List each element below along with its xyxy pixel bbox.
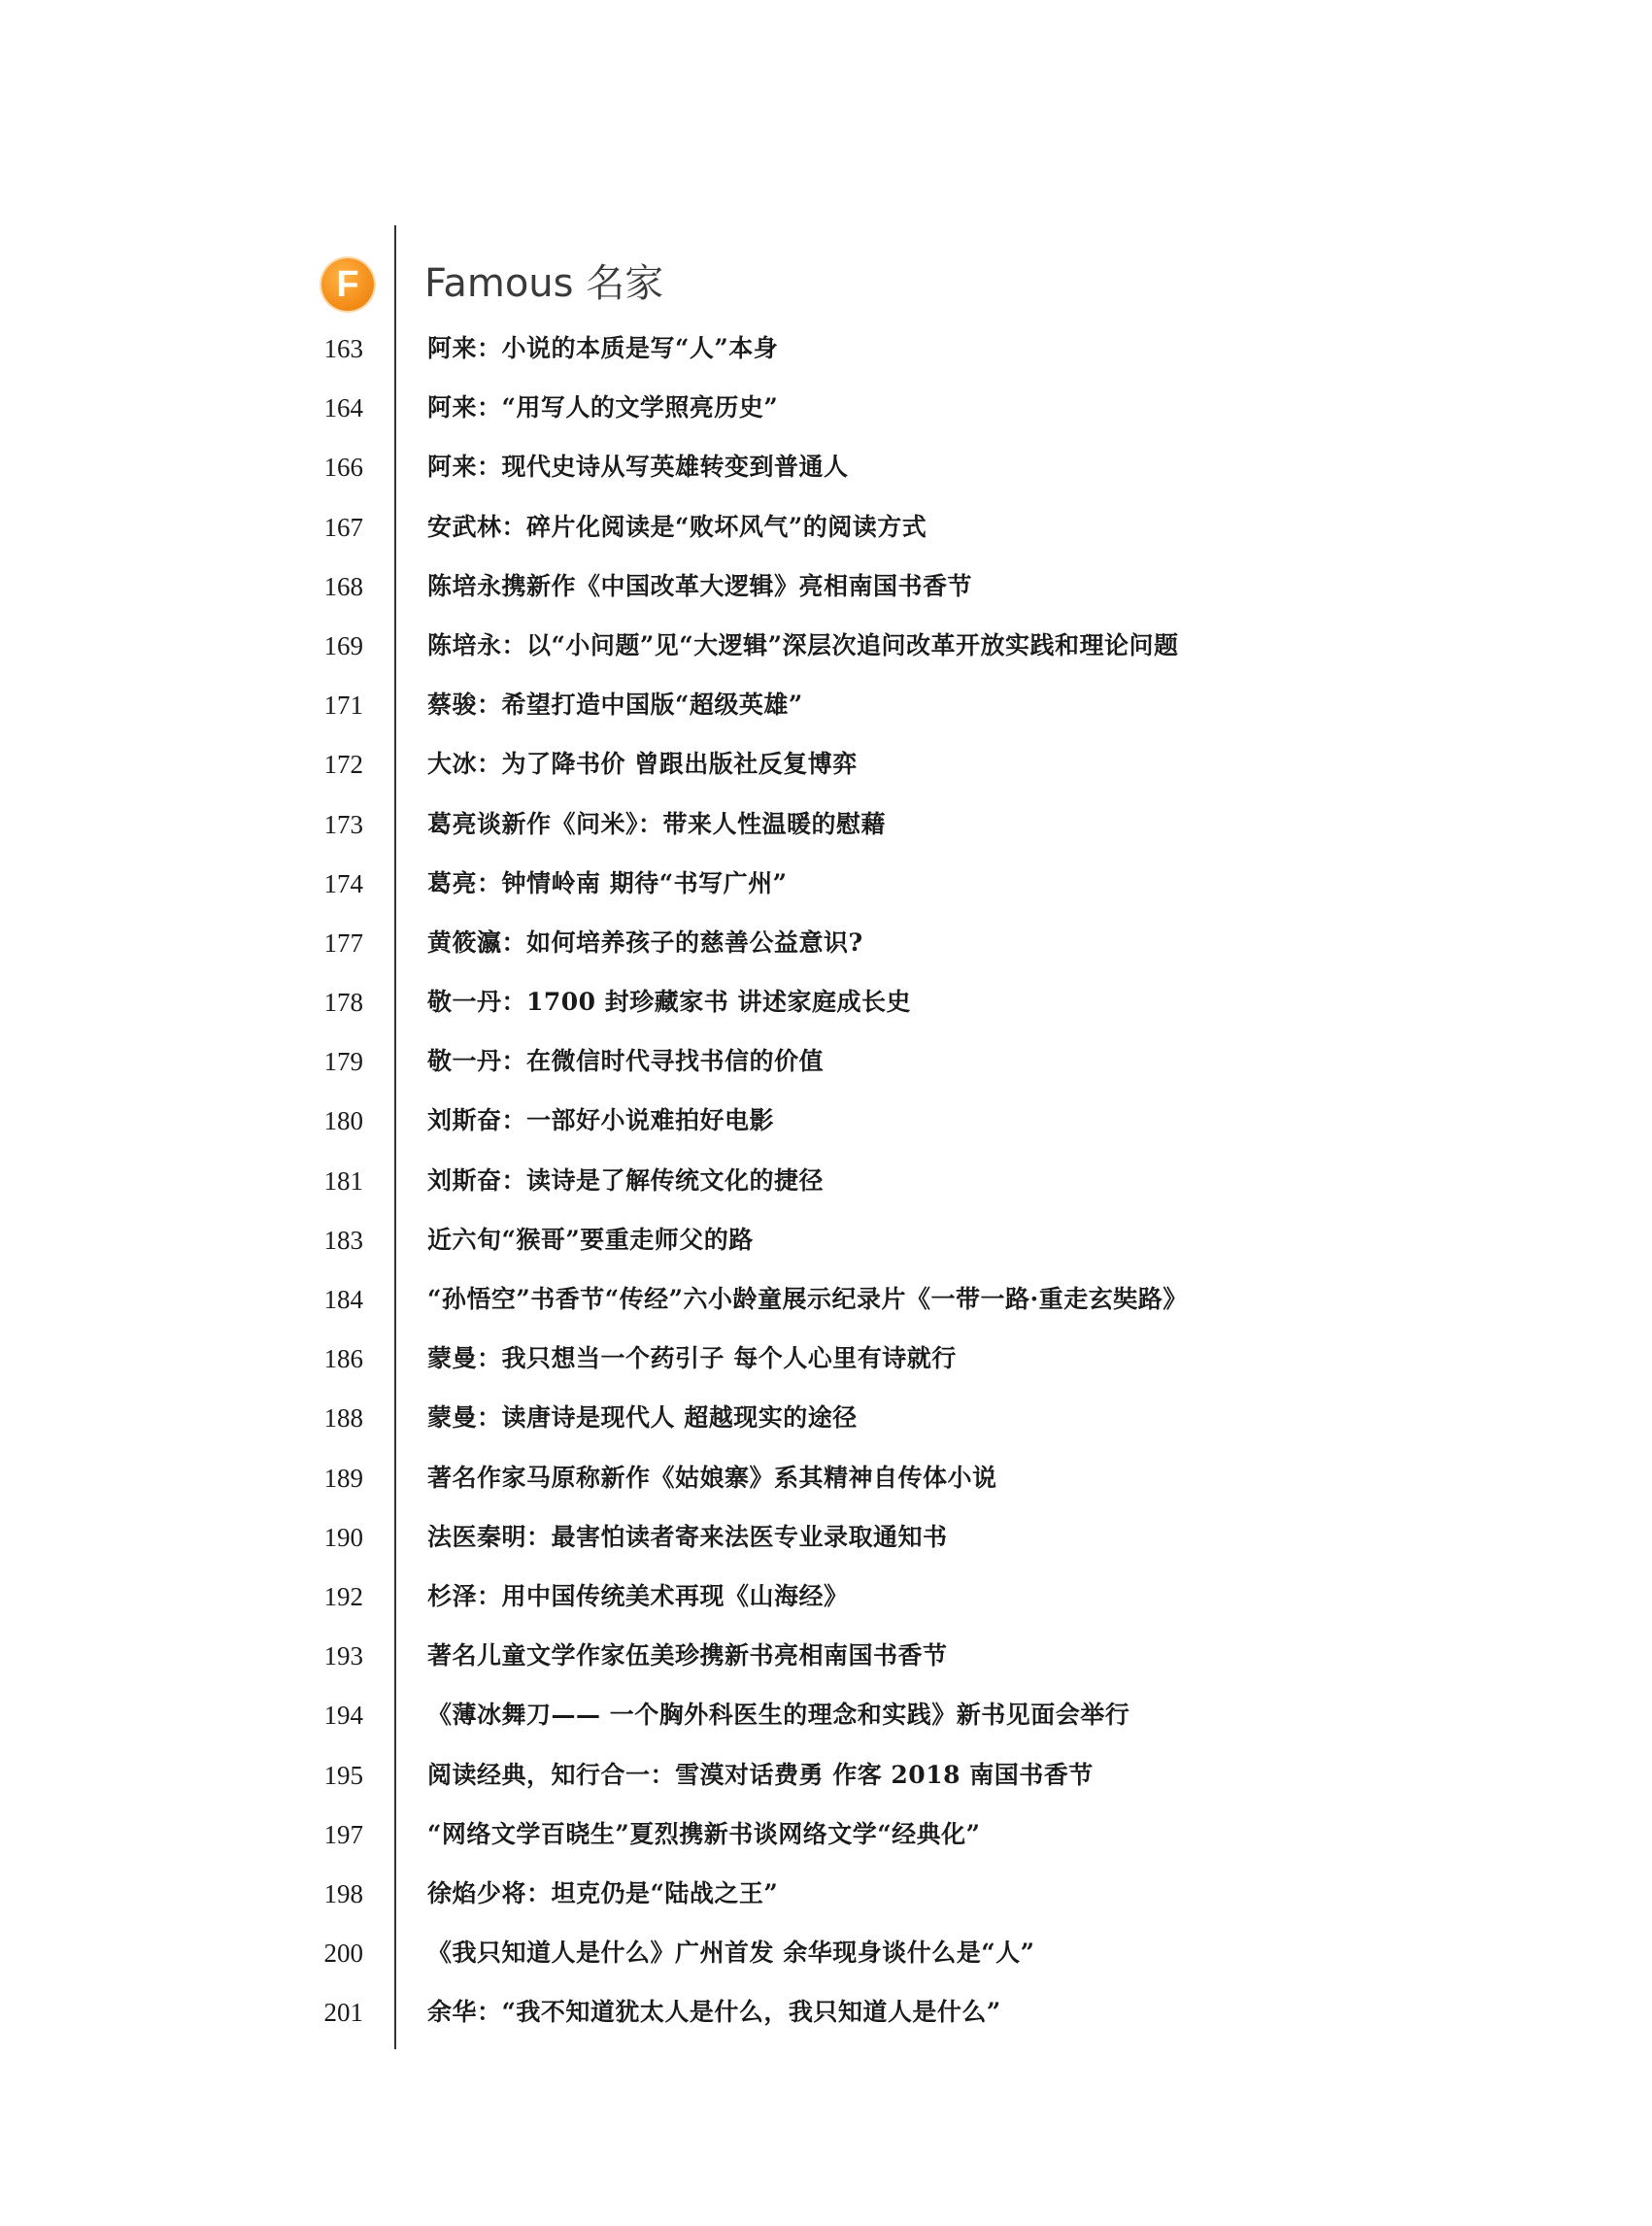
entry-title: 杉泽：用中国传统美术再现《山海经》 — [427, 1581, 849, 1610]
page-number: 184 — [323, 1285, 363, 1314]
toc-entry[interactable] — [0, 1983, 1652, 2042]
page-number: 169 — [323, 630, 363, 660]
page-number: 195 — [323, 1760, 363, 1790]
entry-title: 陈培永：以“小问题”见“大逻辑”深层次追问改革开放实践和理论问题 — [427, 630, 1179, 659]
entry-title: 近六旬“猴哥”要重走师父的路 — [427, 1225, 754, 1254]
page-number: 198 — [323, 1878, 363, 1908]
page-number: 186 — [323, 1344, 363, 1374]
entry-title: 安武林：碎片化阅读是“败坏风气”的阅读方式 — [427, 512, 927, 541]
page-number: 183 — [323, 1225, 363, 1255]
page-number: 197 — [323, 1819, 363, 1849]
page-number: 171 — [323, 691, 363, 721]
page-number: 200 — [323, 1939, 363, 1969]
toc-list — [0, 320, 1652, 2042]
entry-title: 著名作家马原称新作《姑娘寨》系其精神自传体小说 — [427, 1463, 997, 1492]
toc-entry[interactable] — [0, 1211, 1652, 1270]
page-number: 189 — [323, 1463, 363, 1493]
page-number: 164 — [323, 393, 363, 423]
page-number: 188 — [323, 1403, 363, 1433]
entry-title: 法医秦明：最害怕读者寄来法医专业录取通知书 — [427, 1522, 948, 1551]
section-badge-icon: F — [321, 258, 374, 311]
toc-entry[interactable] — [0, 1568, 1652, 1627]
entry-title: 葛亮谈新作《问米》：带来人性温暖的慰藉 — [427, 809, 887, 838]
toc-entry[interactable] — [0, 498, 1652, 557]
entry-title: 《我只知道人是什么》广州首发 余华现身谈什么是“人” — [427, 1939, 1035, 1968]
toc-entry[interactable] — [0, 795, 1652, 855]
toc-entry[interactable] — [0, 914, 1652, 973]
toc-entry[interactable] — [0, 735, 1652, 794]
page-number: 167 — [323, 512, 363, 542]
page-number: 193 — [323, 1641, 363, 1671]
toc-entry[interactable] — [0, 617, 1652, 676]
page-number: 174 — [323, 868, 363, 898]
toc-entry[interactable] — [0, 1330, 1652, 1389]
toc-entry[interactable] — [0, 1627, 1652, 1686]
entry-title: 大冰：为了降书价 曾跟出版社反复博弈 — [427, 750, 858, 779]
entry-title: “网络文学百晓生”夏烈携新书谈网络文学“经典化” — [427, 1819, 981, 1848]
page-number: 190 — [323, 1522, 363, 1552]
toc-entry[interactable] — [0, 1805, 1652, 1865]
entry-title: 刘斯奋：一部好小说难拍好电影 — [427, 1106, 775, 1135]
toc-entry[interactable] — [0, 379, 1652, 438]
page-number: 173 — [323, 809, 363, 839]
toc-entry[interactable] — [0, 855, 1652, 914]
entry-title: 阿来：“用写人的文学照亮历史” — [427, 393, 779, 422]
entry-title: 徐焰少将：坦克仍是“陆战之王” — [427, 1878, 779, 1907]
toc-entry[interactable] — [0, 438, 1652, 497]
entry-title: 蔡骏：希望打造中国版“超级英雄” — [427, 691, 803, 720]
toc-entry[interactable] — [0, 1924, 1652, 1983]
entry-title: 蒙曼：读唐诗是现代人 超越现实的途径 — [427, 1403, 858, 1433]
entry-title: 刘斯奋：读诗是了解传统文化的捷径 — [427, 1165, 825, 1195]
page-number: 179 — [323, 1047, 363, 1077]
toc-entry[interactable] — [0, 1270, 1652, 1330]
entry-title: 敬一丹：在微信时代寻找书信的价值 — [427, 1047, 825, 1076]
page-number: 166 — [323, 453, 363, 483]
toc-entry[interactable] — [0, 1508, 1652, 1568]
toc-entry[interactable] — [0, 1032, 1652, 1092]
page-number: 180 — [323, 1106, 363, 1136]
entry-title: 阿来：小说的本质是写“人”本身 — [427, 334, 779, 362]
entry-title: 蒙曼：我只想当一个药引子 每个人心里有诗就行 — [427, 1344, 957, 1373]
page-number: 201 — [323, 1998, 363, 2028]
entry-title: “孙悟空”书香节“传经”六小龄童展示纪录片《一带一路·重走玄奘路》 — [427, 1285, 1188, 1313]
page-number: 181 — [323, 1165, 363, 1196]
entry-title: 陈培永携新作《中国改革大逻辑》亮相南国书香节 — [427, 571, 973, 600]
page-number: 194 — [323, 1701, 363, 1731]
page-number: 168 — [323, 571, 363, 601]
entry-title: 阅读经典，知行合一：雪漠对话费勇 作客 2018 南国书香节 — [427, 1760, 1094, 1789]
toc-entry[interactable] — [0, 973, 1652, 1032]
entry-title: 阿来：现代史诗从写英雄转变到普通人 — [427, 453, 849, 482]
toc-entry[interactable] — [0, 1746, 1652, 1805]
toc-entry[interactable] — [0, 1686, 1652, 1745]
toc-entry[interactable] — [0, 1389, 1652, 1448]
toc-entry[interactable] — [0, 1092, 1652, 1151]
page-number: 178 — [323, 988, 363, 1018]
page-number: 192 — [323, 1581, 363, 1611]
entry-title: 余华：“我不知道犹太人是什么，我只知道人是什么” — [427, 1998, 1001, 2027]
page-number: 177 — [323, 928, 363, 958]
entry-title: 《薄冰舞刀—— 一个胸外科医生的理念和实践》新书见面会举行 — [427, 1701, 1130, 1730]
section-title: Famous 名家 — [424, 261, 664, 306]
entry-title: 敬一丹：1700 封珍藏家书 讲述家庭成长史 — [427, 988, 911, 1017]
toc-entry[interactable] — [0, 1865, 1652, 1924]
entry-title: 著名儿童文学作家伍美珍携新书亮相南国书香节 — [427, 1641, 948, 1670]
toc-entry[interactable] — [0, 557, 1652, 617]
page-number: 172 — [323, 750, 363, 780]
toc-entry[interactable] — [0, 1449, 1652, 1508]
toc-entry[interactable] — [0, 1152, 1652, 1211]
entry-title: 黄筱瀛：如何培养孩子的慈善公益意识? — [427, 928, 863, 957]
toc-entry[interactable] — [0, 320, 1652, 379]
toc-entry[interactable] — [0, 676, 1652, 735]
page-number: 163 — [323, 334, 363, 363]
entry-title: 葛亮：钟情岭南 期待“书写广州” — [427, 868, 788, 897]
